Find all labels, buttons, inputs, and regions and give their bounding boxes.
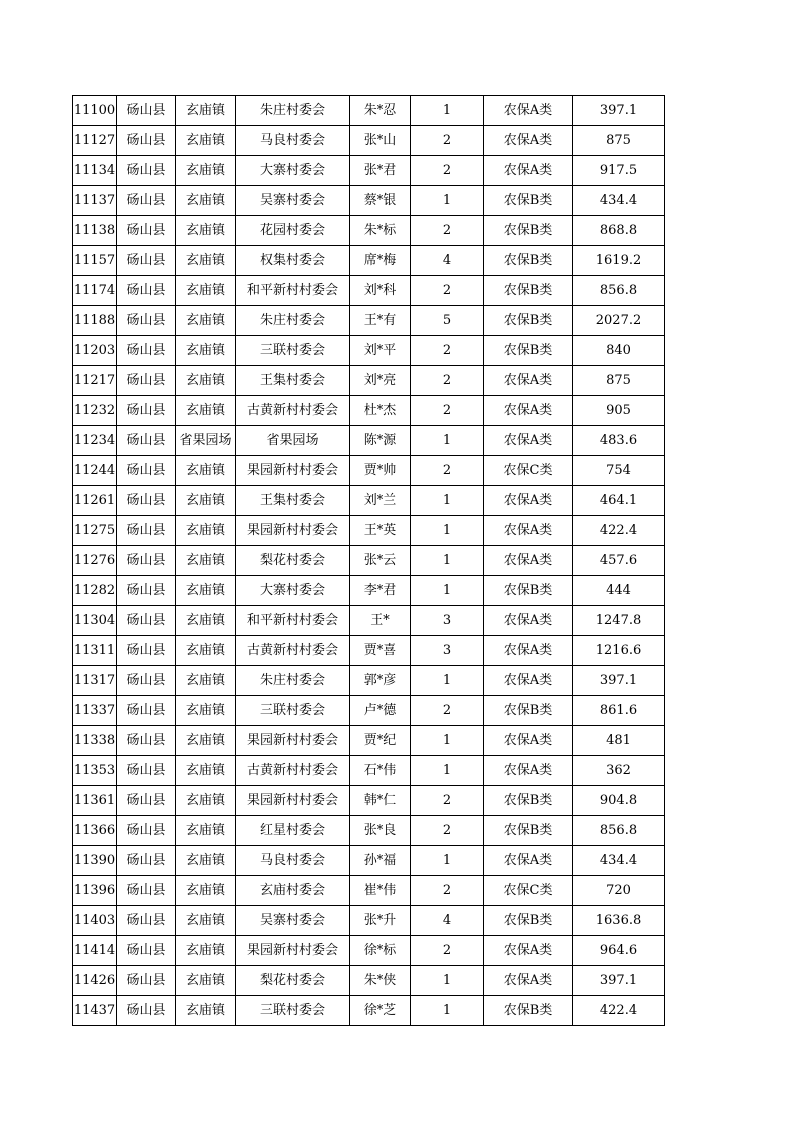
category-cell: 农保B类 <box>484 996 573 1026</box>
amount-cell: 964.6 <box>573 936 665 966</box>
record-id-cell: 11426 <box>73 966 117 996</box>
record-id-cell: 11396 <box>73 876 117 906</box>
town-cell: 玄庙镇 <box>176 306 236 336</box>
count-cell: 2 <box>411 456 484 486</box>
town-cell: 玄庙镇 <box>176 396 236 426</box>
amount-cell: 2027.2 <box>573 306 665 336</box>
count-cell: 1 <box>411 996 484 1026</box>
village-cell: 大寨村委会 <box>236 576 350 606</box>
village-cell: 三联村委会 <box>236 336 350 366</box>
name-cell: 李*君 <box>350 576 411 606</box>
record-table <box>72 95 665 1026</box>
table-row <box>73 246 665 276</box>
county-cell: 砀山县 <box>117 876 176 906</box>
record-id-cell: 11188 <box>73 306 117 336</box>
count-cell: 4 <box>411 906 484 936</box>
record-id-cell: 11337 <box>73 696 117 726</box>
name-cell: 张*山 <box>350 126 411 156</box>
amount-cell: 1216.6 <box>573 636 665 666</box>
table-row <box>73 546 665 576</box>
name-cell: 刘*科 <box>350 276 411 306</box>
village-cell: 果园新村村委会 <box>236 936 350 966</box>
name-cell: 陈*源 <box>350 426 411 456</box>
category-cell: 农保B类 <box>484 246 573 276</box>
county-cell: 砀山县 <box>117 726 176 756</box>
village-cell: 王集村委会 <box>236 486 350 516</box>
count-cell: 1 <box>411 486 484 516</box>
village-cell: 权集村委会 <box>236 246 350 276</box>
table-row <box>73 276 665 306</box>
county-cell: 砀山县 <box>117 756 176 786</box>
county-cell: 砀山县 <box>117 576 176 606</box>
name-cell: 孙*福 <box>350 846 411 876</box>
record-id-cell: 11234 <box>73 426 117 456</box>
category-cell: 农保B类 <box>484 276 573 306</box>
count-cell: 1 <box>411 96 484 126</box>
county-cell: 砀山县 <box>117 516 176 546</box>
record-id-cell: 11217 <box>73 366 117 396</box>
record-id-cell: 11338 <box>73 726 117 756</box>
name-cell: 张*君 <box>350 156 411 186</box>
name-cell: 石*伟 <box>350 756 411 786</box>
table-row <box>73 756 665 786</box>
category-cell: 农保B类 <box>484 816 573 846</box>
category-cell: 农保C类 <box>484 456 573 486</box>
count-cell: 1 <box>411 516 484 546</box>
category-cell: 农保B类 <box>484 216 573 246</box>
amount-cell: 875 <box>573 126 665 156</box>
town-cell: 玄庙镇 <box>176 966 236 996</box>
amount-cell: 444 <box>573 576 665 606</box>
town-cell: 玄庙镇 <box>176 246 236 276</box>
category-cell: 农保A类 <box>484 636 573 666</box>
record-id-cell: 11232 <box>73 396 117 426</box>
amount-cell: 397.1 <box>573 666 665 696</box>
amount-cell: 422.4 <box>573 996 665 1026</box>
table-row <box>73 876 665 906</box>
category-cell: 农保A类 <box>484 426 573 456</box>
town-cell: 玄庙镇 <box>176 216 236 246</box>
record-id-cell: 11138 <box>73 216 117 246</box>
county-cell: 砀山县 <box>117 156 176 186</box>
table-row <box>73 576 665 606</box>
amount-cell: 397.1 <box>573 966 665 996</box>
category-cell: 农保B类 <box>484 336 573 366</box>
village-cell: 果园新村村委会 <box>236 726 350 756</box>
table-row <box>73 516 665 546</box>
town-cell: 玄庙镇 <box>176 696 236 726</box>
county-cell: 砀山县 <box>117 606 176 636</box>
county-cell: 砀山县 <box>117 486 176 516</box>
record-id-cell: 11174 <box>73 276 117 306</box>
county-cell: 砀山县 <box>117 996 176 1026</box>
town-cell: 玄庙镇 <box>176 156 236 186</box>
village-cell: 朱庄村委会 <box>236 306 350 336</box>
category-cell: 农保A类 <box>484 726 573 756</box>
town-cell: 玄庙镇 <box>176 126 236 156</box>
amount-cell: 904.8 <box>573 786 665 816</box>
town-cell: 玄庙镇 <box>176 456 236 486</box>
category-cell: 农保A类 <box>484 966 573 996</box>
village-cell: 花园村委会 <box>236 216 350 246</box>
name-cell: 蔡*银 <box>350 186 411 216</box>
count-cell: 2 <box>411 156 484 186</box>
town-cell: 玄庙镇 <box>176 546 236 576</box>
table-row <box>73 156 665 186</box>
table-row <box>73 396 665 426</box>
table-row <box>73 636 665 666</box>
category-cell: 农保B类 <box>484 696 573 726</box>
village-cell: 果园新村村委会 <box>236 456 350 486</box>
amount-cell: 840 <box>573 336 665 366</box>
count-cell: 2 <box>411 396 484 426</box>
record-id-cell: 11275 <box>73 516 117 546</box>
county-cell: 砀山县 <box>117 186 176 216</box>
name-cell: 朱*侠 <box>350 966 411 996</box>
category-cell: 农保A类 <box>484 846 573 876</box>
name-cell: 贾*喜 <box>350 636 411 666</box>
town-cell: 玄庙镇 <box>176 726 236 756</box>
count-cell: 4 <box>411 246 484 276</box>
county-cell: 砀山县 <box>117 336 176 366</box>
name-cell: 崔*伟 <box>350 876 411 906</box>
category-cell: 农保A类 <box>484 126 573 156</box>
village-cell: 朱庄村委会 <box>236 96 350 126</box>
count-cell: 1 <box>411 726 484 756</box>
record-id-cell: 11282 <box>73 576 117 606</box>
category-cell: 农保B类 <box>484 186 573 216</box>
village-cell: 大寨村委会 <box>236 156 350 186</box>
county-cell: 砀山县 <box>117 396 176 426</box>
village-cell: 三联村委会 <box>236 996 350 1026</box>
county-cell: 砀山县 <box>117 426 176 456</box>
category-cell: 农保A类 <box>484 156 573 186</box>
county-cell: 砀山县 <box>117 636 176 666</box>
table-row <box>73 726 665 756</box>
record-id-cell: 11137 <box>73 186 117 216</box>
category-cell: 农保B类 <box>484 786 573 816</box>
category-cell: 农保A类 <box>484 396 573 426</box>
town-cell: 玄庙镇 <box>176 366 236 396</box>
town-cell: 玄庙镇 <box>176 336 236 366</box>
table-row <box>73 996 665 1026</box>
record-id-cell: 11203 <box>73 336 117 366</box>
amount-cell: 868.8 <box>573 216 665 246</box>
village-cell: 朱庄村委会 <box>236 666 350 696</box>
table-row <box>73 936 665 966</box>
name-cell: 韩*仁 <box>350 786 411 816</box>
village-cell: 果园新村村委会 <box>236 516 350 546</box>
village-cell: 和平新村村委会 <box>236 606 350 636</box>
record-id-cell: 11276 <box>73 546 117 576</box>
count-cell: 1 <box>411 546 484 576</box>
count-cell: 2 <box>411 126 484 156</box>
category-cell: 农保A类 <box>484 516 573 546</box>
category-cell: 农保B类 <box>484 576 573 606</box>
count-cell: 1 <box>411 426 484 456</box>
county-cell: 砀山县 <box>117 966 176 996</box>
category-cell: 农保A类 <box>484 666 573 696</box>
count-cell: 2 <box>411 876 484 906</box>
amount-cell: 754 <box>573 456 665 486</box>
town-cell: 玄庙镇 <box>176 186 236 216</box>
count-cell: 1 <box>411 576 484 606</box>
record-id-cell: 11244 <box>73 456 117 486</box>
table-row <box>73 126 665 156</box>
table-row <box>73 786 665 816</box>
county-cell: 砀山县 <box>117 276 176 306</box>
record-id-cell: 11304 <box>73 606 117 636</box>
county-cell: 砀山县 <box>117 126 176 156</box>
category-cell: 农保A类 <box>484 486 573 516</box>
count-cell: 2 <box>411 786 484 816</box>
village-cell: 马良村委会 <box>236 846 350 876</box>
count-cell: 1 <box>411 966 484 996</box>
town-cell: 玄庙镇 <box>176 636 236 666</box>
table-row <box>73 906 665 936</box>
table-row <box>73 186 665 216</box>
village-cell: 玄庙村委会 <box>236 876 350 906</box>
town-cell: 玄庙镇 <box>176 576 236 606</box>
amount-cell: 861.6 <box>573 696 665 726</box>
table-row <box>73 216 665 246</box>
amount-cell: 434.4 <box>573 846 665 876</box>
category-cell: 农保A类 <box>484 756 573 786</box>
amount-cell: 434.4 <box>573 186 665 216</box>
table-row <box>73 96 665 126</box>
table-row <box>73 426 665 456</box>
village-cell: 吴寨村委会 <box>236 186 350 216</box>
county-cell: 砀山县 <box>117 546 176 576</box>
record-id-cell: 11361 <box>73 786 117 816</box>
amount-cell: 720 <box>573 876 665 906</box>
amount-cell: 1619.2 <box>573 246 665 276</box>
amount-cell: 464.1 <box>573 486 665 516</box>
table-row <box>73 606 665 636</box>
county-cell: 砀山县 <box>117 306 176 336</box>
category-cell: 农保A类 <box>484 546 573 576</box>
village-cell: 王集村委会 <box>236 366 350 396</box>
name-cell: 朱*标 <box>350 216 411 246</box>
record-id-cell: 11157 <box>73 246 117 276</box>
amount-cell: 905 <box>573 396 665 426</box>
county-cell: 砀山县 <box>117 96 176 126</box>
record-id-cell: 11261 <box>73 486 117 516</box>
count-cell: 3 <box>411 636 484 666</box>
record-id-cell: 11134 <box>73 156 117 186</box>
amount-cell: 422.4 <box>573 516 665 546</box>
count-cell: 2 <box>411 216 484 246</box>
record-id-cell: 11127 <box>73 126 117 156</box>
amount-cell: 481 <box>573 726 665 756</box>
town-cell: 玄庙镇 <box>176 936 236 966</box>
village-cell: 红星村委会 <box>236 816 350 846</box>
village-cell: 古黄新村村委会 <box>236 396 350 426</box>
name-cell: 王*英 <box>350 516 411 546</box>
record-id-cell: 11366 <box>73 816 117 846</box>
county-cell: 砀山县 <box>117 366 176 396</box>
count-cell: 3 <box>411 606 484 636</box>
name-cell: 张*云 <box>350 546 411 576</box>
category-cell: 农保B类 <box>484 306 573 336</box>
record-id-cell: 11311 <box>73 636 117 666</box>
village-cell: 马良村委会 <box>236 126 350 156</box>
name-cell: 张*良 <box>350 816 411 846</box>
county-cell: 砀山县 <box>117 456 176 486</box>
name-cell: 席*梅 <box>350 246 411 276</box>
town-cell: 玄庙镇 <box>176 756 236 786</box>
name-cell: 王* <box>350 606 411 636</box>
town-cell: 玄庙镇 <box>176 666 236 696</box>
record-id-cell: 11403 <box>73 906 117 936</box>
name-cell: 贾*纪 <box>350 726 411 756</box>
amount-cell: 856.8 <box>573 816 665 846</box>
category-cell: 农保C类 <box>484 876 573 906</box>
county-cell: 砀山县 <box>117 816 176 846</box>
name-cell: 张*升 <box>350 906 411 936</box>
category-cell: 农保A类 <box>484 606 573 636</box>
county-cell: 砀山县 <box>117 846 176 876</box>
name-cell: 刘*亮 <box>350 366 411 396</box>
name-cell: 刘*平 <box>350 336 411 366</box>
count-cell: 2 <box>411 336 484 366</box>
town-cell: 玄庙镇 <box>176 486 236 516</box>
town-cell: 省果园场 <box>176 426 236 456</box>
count-cell: 1 <box>411 846 484 876</box>
amount-cell: 457.6 <box>573 546 665 576</box>
amount-cell: 1636.8 <box>573 906 665 936</box>
town-cell: 玄庙镇 <box>176 276 236 306</box>
town-cell: 玄庙镇 <box>176 816 236 846</box>
count-cell: 1 <box>411 756 484 786</box>
table-row <box>73 456 665 486</box>
name-cell: 朱*忍 <box>350 96 411 126</box>
amount-cell: 856.8 <box>573 276 665 306</box>
count-cell: 2 <box>411 816 484 846</box>
category-cell: 农保B类 <box>484 906 573 936</box>
table-row <box>73 306 665 336</box>
record-id-cell: 11390 <box>73 846 117 876</box>
town-cell: 玄庙镇 <box>176 876 236 906</box>
town-cell: 玄庙镇 <box>176 906 236 936</box>
table-row <box>73 846 665 876</box>
town-cell: 玄庙镇 <box>176 996 236 1026</box>
town-cell: 玄庙镇 <box>176 516 236 546</box>
amount-cell: 362 <box>573 756 665 786</box>
record-id-cell: 11353 <box>73 756 117 786</box>
table-row <box>73 486 665 516</box>
county-cell: 砀山县 <box>117 936 176 966</box>
county-cell: 砀山县 <box>117 786 176 816</box>
county-cell: 砀山县 <box>117 906 176 936</box>
record-id-cell: 11437 <box>73 996 117 1026</box>
count-cell: 1 <box>411 666 484 696</box>
name-cell: 卢*德 <box>350 696 411 726</box>
village-cell: 古黄新村村委会 <box>236 636 350 666</box>
record-id-cell: 11100 <box>73 96 117 126</box>
name-cell: 贾*帅 <box>350 456 411 486</box>
name-cell: 刘*兰 <box>350 486 411 516</box>
table-row <box>73 666 665 696</box>
table-row <box>73 816 665 846</box>
county-cell: 砀山县 <box>117 696 176 726</box>
table-row <box>73 336 665 366</box>
village-cell: 三联村委会 <box>236 696 350 726</box>
town-cell: 玄庙镇 <box>176 96 236 126</box>
village-cell: 和平新村村委会 <box>236 276 350 306</box>
amount-cell: 1247.8 <box>573 606 665 636</box>
record-id-cell: 11317 <box>73 666 117 696</box>
name-cell: 郭*彦 <box>350 666 411 696</box>
category-cell: 农保A类 <box>484 366 573 396</box>
table-row <box>73 366 665 396</box>
town-cell: 玄庙镇 <box>176 846 236 876</box>
village-cell: 吴寨村委会 <box>236 906 350 936</box>
village-cell: 梨花村委会 <box>236 546 350 576</box>
amount-cell: 875 <box>573 366 665 396</box>
amount-cell: 397.1 <box>573 96 665 126</box>
category-cell: 农保A类 <box>484 96 573 126</box>
village-cell: 古黄新村村委会 <box>236 756 350 786</box>
count-cell: 2 <box>411 366 484 396</box>
county-cell: 砀山县 <box>117 666 176 696</box>
amount-cell: 483.6 <box>573 426 665 456</box>
name-cell: 徐*芝 <box>350 996 411 1026</box>
category-cell: 农保A类 <box>484 936 573 966</box>
amount-cell: 917.5 <box>573 156 665 186</box>
name-cell: 徐*标 <box>350 936 411 966</box>
count-cell: 5 <box>411 306 484 336</box>
count-cell: 2 <box>411 696 484 726</box>
town-cell: 玄庙镇 <box>176 606 236 636</box>
record-table-body <box>73 96 665 1026</box>
village-cell: 省果园场 <box>236 426 350 456</box>
county-cell: 砀山县 <box>117 216 176 246</box>
record-id-cell: 11414 <box>73 936 117 966</box>
count-cell: 2 <box>411 276 484 306</box>
name-cell: 王*有 <box>350 306 411 336</box>
count-cell: 1 <box>411 186 484 216</box>
village-cell: 果园新村村委会 <box>236 786 350 816</box>
table-row <box>73 966 665 996</box>
town-cell: 玄庙镇 <box>176 786 236 816</box>
village-cell: 梨花村委会 <box>236 966 350 996</box>
count-cell: 2 <box>411 936 484 966</box>
county-cell: 砀山县 <box>117 246 176 276</box>
table-row <box>73 696 665 726</box>
name-cell: 杜*杰 <box>350 396 411 426</box>
